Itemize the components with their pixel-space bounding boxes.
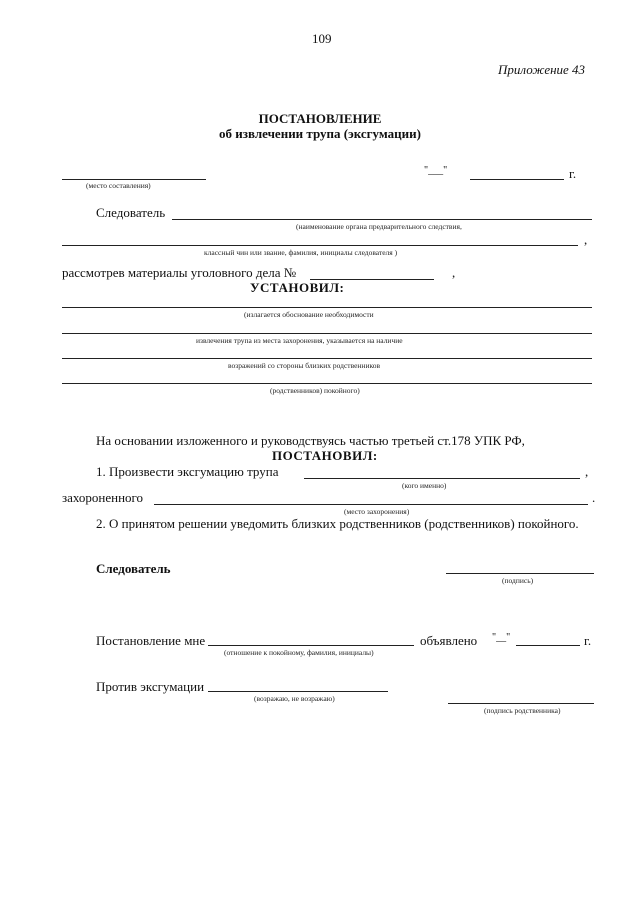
basis-text: На основании изложенного и руководствуясь частью третьей ст.178 УПК РФ, <box>96 433 525 448</box>
announced-month-line[interactable] <box>516 645 580 646</box>
resolved-heading: ПОСТАНОВИЛ: <box>272 448 378 463</box>
signature-label: Следователь <box>96 561 171 576</box>
established-line-1[interactable] <box>62 307 592 308</box>
page-number: 109 <box>312 31 332 46</box>
objection-label: Против эксгумации <box>96 679 205 694</box>
established-caption-1: (излагается обоснование необходимости <box>244 310 374 319</box>
announced-caption: (отношение к покойному, фамилия, инициалы) <box>224 648 374 657</box>
announced-relation-line[interactable] <box>208 645 414 646</box>
established-line-4[interactable] <box>62 383 592 384</box>
established-caption-3: возражений со стороны близких родственников <box>228 361 381 370</box>
case-label: рассмотрев материалы уголовного дела № <box>62 265 297 280</box>
case-comma: , <box>452 265 456 280</box>
burial-place-line[interactable] <box>154 504 588 505</box>
announced-year-suffix: г. <box>584 633 592 648</box>
signature-line[interactable] <box>446 573 594 574</box>
established-heading: УСТАНОВИЛ: <box>250 280 345 295</box>
established-line-3[interactable] <box>62 358 592 359</box>
exhumation-whom-comma: , <box>585 464 589 479</box>
date-day-field[interactable]: "___" <box>424 165 448 176</box>
investigator-label: Следователь <box>96 205 166 220</box>
resolved-item-1: 1. Произвести эксгумацию трупа <box>96 464 279 479</box>
burial-place-caption: (место захоронения) <box>344 507 410 516</box>
relative-signature-caption: (подпись родственника) <box>484 706 561 715</box>
objection-caption: (возражаю, не возражаю) <box>254 694 335 703</box>
burial-place-dot: . <box>592 490 596 505</box>
announced-verb: объявлено <box>420 633 478 648</box>
buried-label: захороненного <box>62 490 144 505</box>
place-caption: (место составления) <box>86 181 151 190</box>
investigator-organ-line[interactable] <box>172 219 592 220</box>
investigator-rank-line[interactable] <box>62 245 578 246</box>
exhumation-whom-caption: (кого именно) <box>402 481 447 490</box>
investigator-organ-caption: (наименование органа предварительного следствия, <box>296 222 462 231</box>
exhumation-whom-line[interactable] <box>304 478 580 479</box>
announced-day-field[interactable]: "__" <box>492 632 511 643</box>
established-line-2[interactable] <box>62 333 592 334</box>
resolved-item-2: 2. О принятом решении уведомить близких родственников (родственников) покойного. <box>96 516 579 531</box>
investigator-rank-caption: классный чин или звание, фамилия, инициалы следователя ) <box>204 248 398 257</box>
appendix-label: Приложение 43 <box>498 62 586 77</box>
place-line[interactable] <box>62 179 206 180</box>
announced-label: Постановление мне <box>96 633 206 648</box>
established-caption-4: (родственников) покойного) <box>270 386 360 395</box>
document-subtitle: об извлечении трупа (эксгумации) <box>219 126 421 141</box>
objection-line[interactable] <box>208 691 388 692</box>
document-title: ПОСТАНОВЛЕНИЕ <box>258 111 382 126</box>
date-month-line[interactable] <box>470 179 564 180</box>
date-year-suffix: г. <box>569 166 577 181</box>
investigator-rank-comma: , <box>584 232 588 247</box>
established-caption-2: извлечения трупа из места захоронения, указывается на наличие <box>196 336 403 345</box>
relative-signature-line[interactable] <box>448 703 594 704</box>
signature-caption: (подпись) <box>502 576 534 585</box>
